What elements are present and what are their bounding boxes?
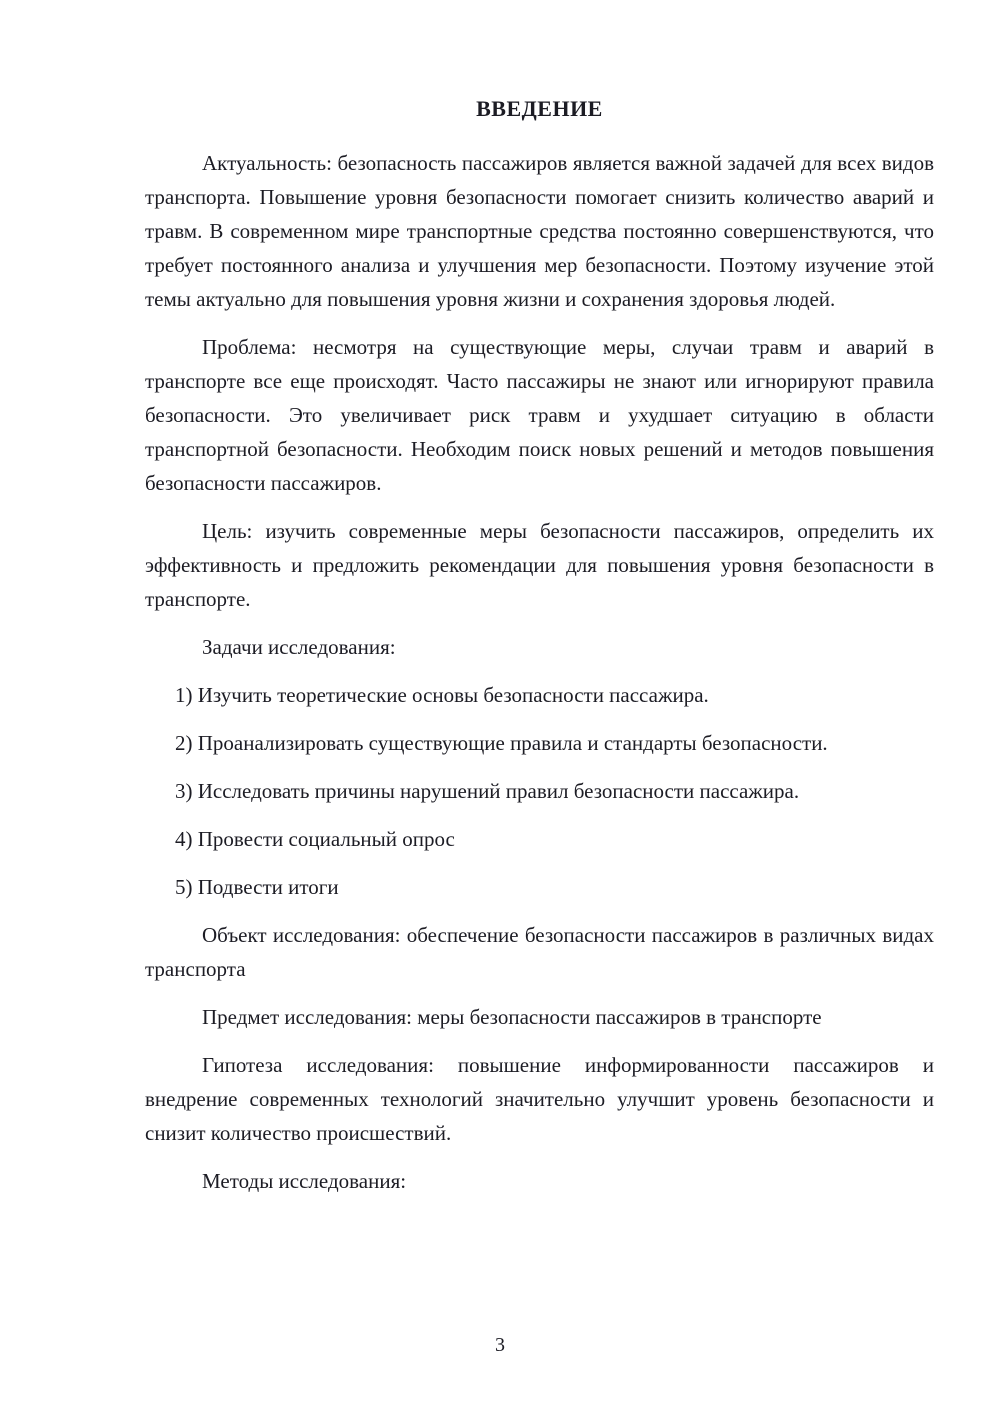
paragraph-gipoteza: Гипотеза исследования: повышение информированности пассажиров и внедрение современных технологий значительно улучшит уровень безопасности и снизит количество происшествий. — [145, 1053, 934, 1145]
paragraph-metody: Методы исследования: — [202, 1169, 407, 1193]
paragraph-predmet: Предмет исследования: меры безопасности пассажиров в транспорте — [202, 1005, 822, 1029]
list-item-task-4: 4) Провести социальный опрос — [175, 827, 455, 851]
page-number: 3 — [495, 1334, 505, 1356]
paragraph-obekt: Объект исследования: обеспечение безопасности пассажиров в различных видах транспорта — [145, 923, 934, 981]
list-item-task-3: 3) Исследовать причины нарушений правил безопасности пассажира. — [175, 779, 800, 803]
paragraph-aktualnost: Актуальность: безопасность пассажиров является важной задачей для всех видов транспорта. Повышение уровня безопасности помогает снизить количество аварий и травм. В современном мире транспортные средства постоянно совершенствуются, что требует постоянного анализа и улучшения мер безопасности. Поэтому изучение этой темы актуально для повышения уровня жизни и сохранения здоровья людей. — [145, 151, 934, 311]
list-item-task-1: 1) Изучить теоретические основы безопасности пассажира. — [175, 683, 709, 707]
page-footer — [0, 1328, 1000, 1362]
paragraph-tsel: Цель: изучить современные меры безопасности пассажиров, определить их эффективность и предложить рекомендации для повышения уровня безопасности в транспорте. — [145, 519, 934, 611]
list-item-task-2: 2) Проанализировать существующие правила и стандарты безопасности. — [175, 731, 828, 755]
page-title: ВВЕДЕНИЕ — [476, 96, 603, 121]
list-item-task-5: 5) Подвести итоги — [175, 875, 339, 899]
paragraph-problema: Проблема: несмотря на существующие меры, случаи травм и аварий в транспорте все еще происходят. Часто пассажиры не знают или игнорируют правила безопасности. Это увеличивает риск травм и ухудшает ситуацию в области транспортной безопасности. Необходим поиск новых решений и методов повышения безопасности пассажиров. — [145, 335, 934, 495]
paragraph-zadachi-heading: Задачи исследования: — [202, 635, 396, 659]
